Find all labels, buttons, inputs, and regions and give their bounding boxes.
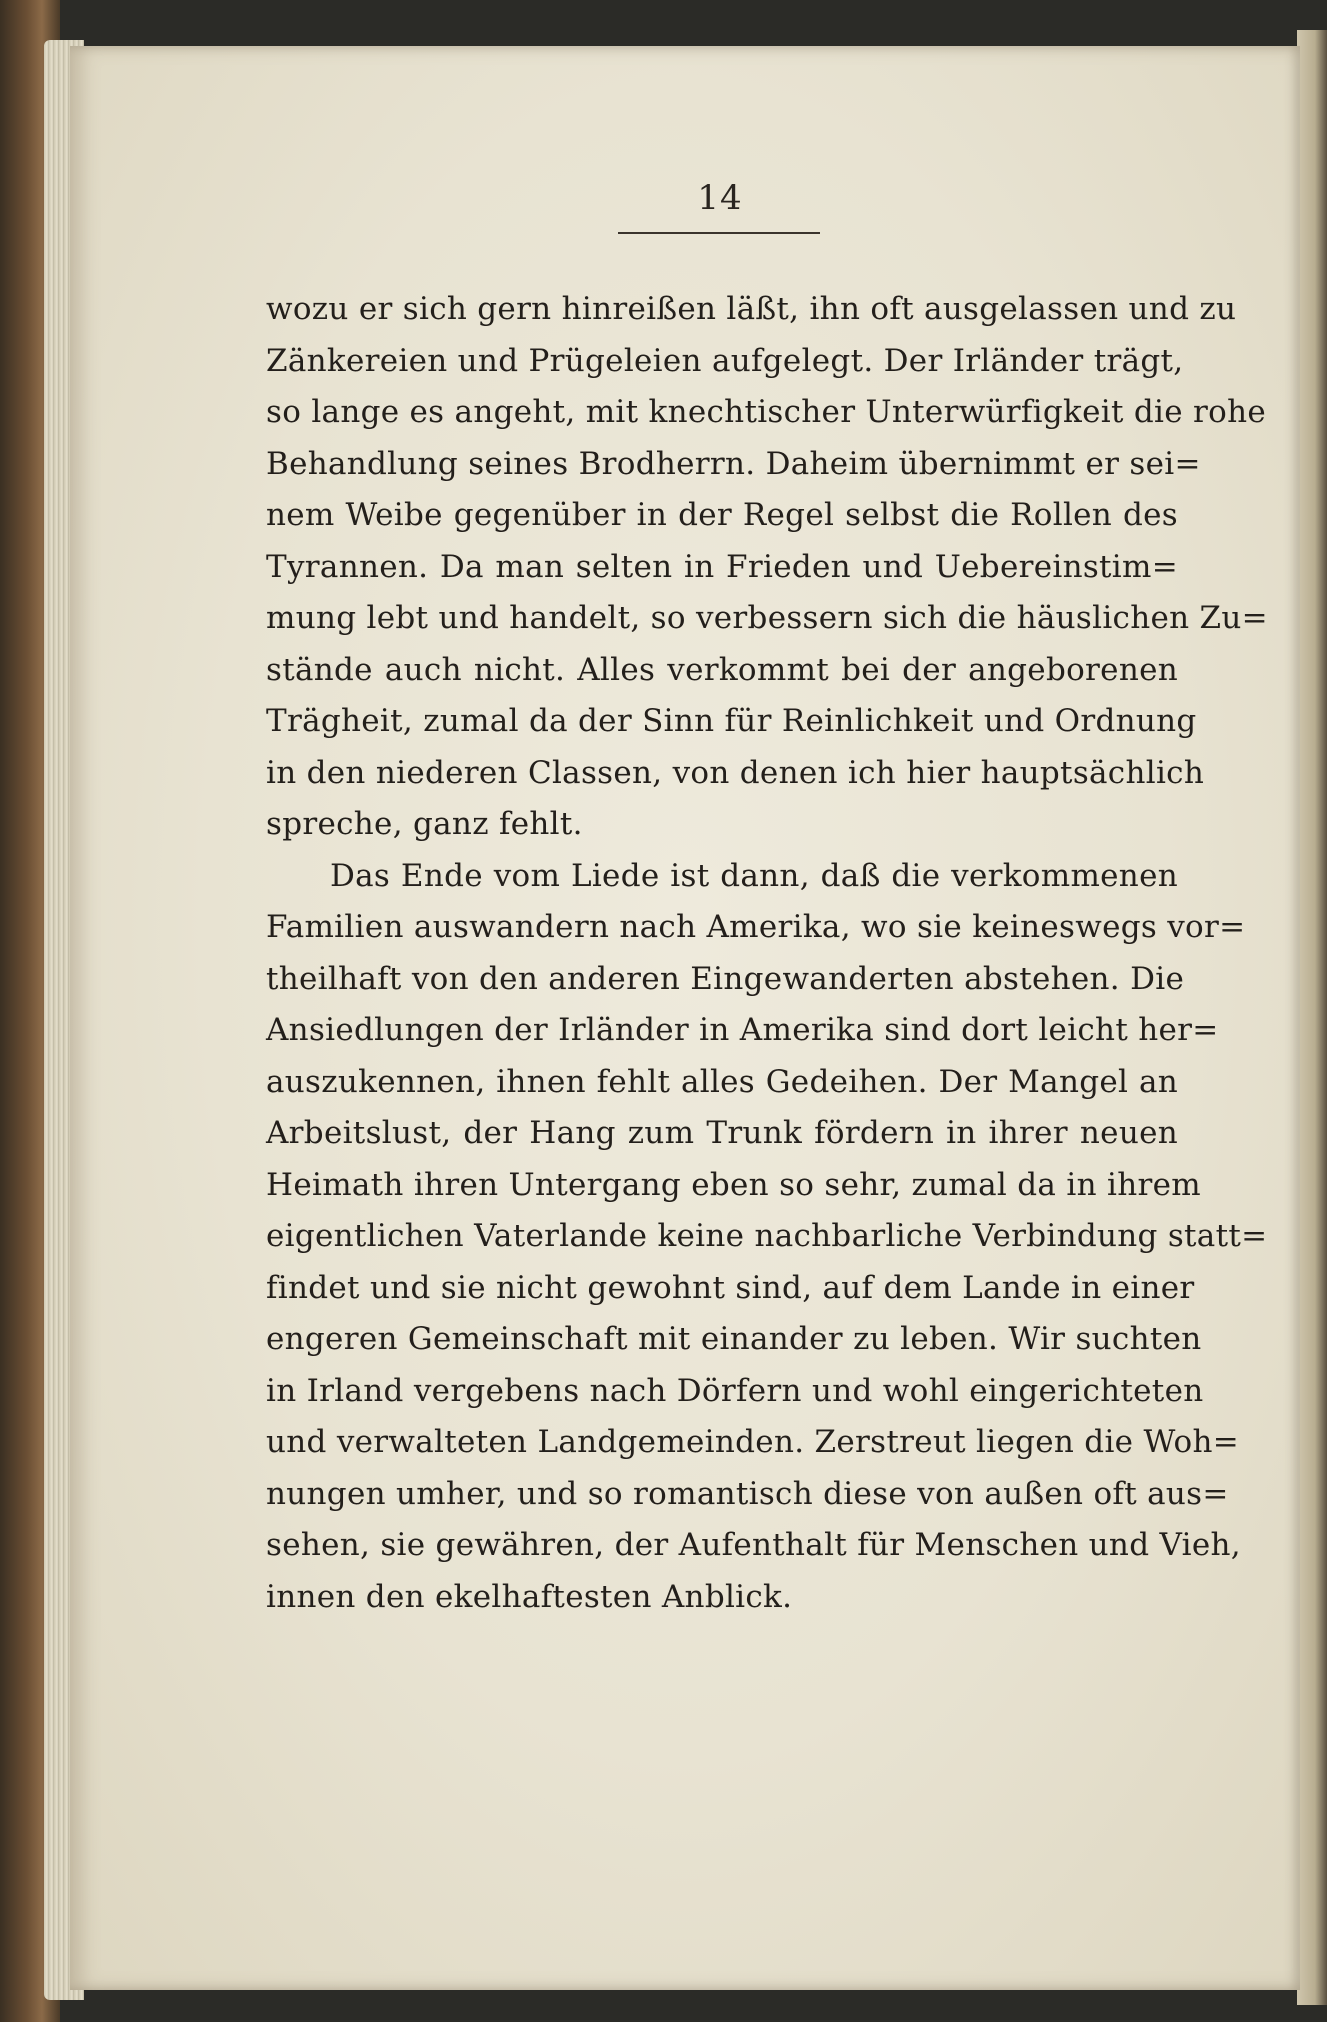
body-text — [266, 284, 1268, 1623]
text-line: nungen umher, und so romantisch diese von außen oft aus= — [266, 1475, 1229, 1512]
text-line: in den niederen Classen, von denen ich hier hauptsächlich — [266, 754, 1205, 791]
text-line: nem Weibe gegenüber in der Regel selbst die Rollen des — [266, 497, 1178, 533]
text-line: mung lebt und handelt, so verbessern sich die häuslichen Zu= — [266, 600, 1268, 636]
text-line: Ansiedlungen der Irländer in Amerika sind dort leicht her= — [266, 1012, 1219, 1048]
text-line: engeren Gemeinschaft mit einander zu leben. Wir suchten — [266, 1321, 1202, 1357]
text-line: wozu er sich gern hinreißen läßt, ihn oft ausgelassen und zu — [266, 291, 1237, 327]
text-line: Das Ende vom Liede ist dann, daß die verkommenen — [330, 857, 1178, 894]
text-line: auszukennen, ihnen fehlt alles Gedeihen. Der Mangel an — [266, 1063, 1178, 1100]
text-line: in Irland vergebens nach Dörfern und wohl eingerichteten — [266, 1372, 1204, 1409]
text-line: eigentlichen Vaterlande keine nachbarliche Verbindung statt= — [266, 1218, 1268, 1254]
text-line: spreche, ganz fehlt. — [266, 806, 583, 842]
text-line: innen den ekelhaftesten Anblick. — [266, 1578, 793, 1615]
text-line: Familien auswandern nach Amerika, wo sie keineswegs vor= — [266, 909, 1246, 945]
text-line: Trägheit, zumal da der Sinn für Reinlichkeit und Ordnung — [266, 703, 1197, 739]
header-rule — [618, 232, 820, 234]
page-number: 14 — [697, 178, 743, 218]
text-line: so lange es angeht, mit knechtischer Unterwürfigkeit die rohe — [266, 394, 1267, 430]
text-line: Zänkereien und Prügeleien aufgelegt. Der Irländer trägt, — [266, 342, 1184, 379]
text-line: theilhaft von den anderen Eingewanderten abstehen. Die — [266, 960, 1185, 997]
text-line: Behandlung seines Brodherrn. Daheim übernimmt er sei= — [266, 445, 1201, 482]
text-line: Tyrannen. Da man selten in Frieden und Uebereinstim= — [266, 548, 1178, 585]
right-page-edge — [1297, 30, 1327, 2005]
text-line: stände auch nicht. Alles verkommt bei der angeborenen — [266, 651, 1178, 688]
text-line: und verwalteten Landgemeinden. Zerstreut liegen die Woh= — [266, 1424, 1240, 1460]
text-line: Heimath ihren Untergang eben so sehr, zumal da in ihrem — [266, 1166, 1201, 1203]
text-line: findet und sie nicht gewohnt sind, auf dem Lande in einer — [266, 1269, 1195, 1306]
text-line: Arbeitslust, der Hang zum Trunk fördern in ihrer neuen — [266, 1115, 1178, 1151]
text-line: sehen, sie gewähren, der Aufenthalt für Menschen und Vieh, — [266, 1527, 1241, 1563]
